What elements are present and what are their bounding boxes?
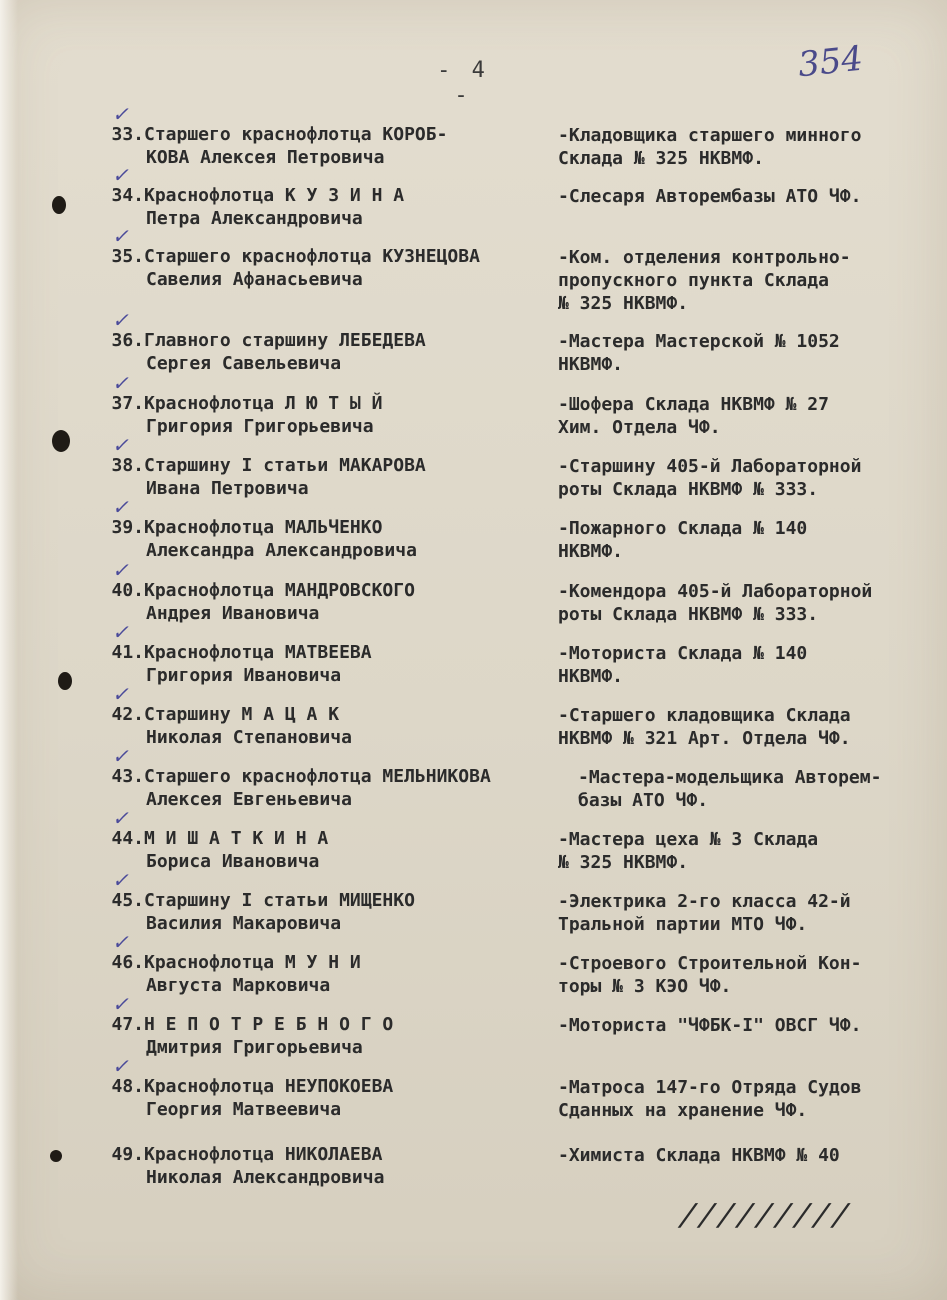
check-mark: ✓: [112, 308, 129, 332]
entry-rank-surname: Старшину М А Ц А К: [144, 704, 340, 725]
check-mark: ✓: [112, 1054, 129, 1078]
check-mark: ✓: [112, 495, 129, 519]
entry-number: 39.: [111, 517, 144, 538]
list-item: [0, 992, 947, 1074]
entry-given-names: Дмитрия Григорьевича: [146, 1037, 363, 1058]
list-item: [0, 1054, 947, 1136]
entry-number: 47.: [111, 1014, 144, 1035]
page-number: - 4 -: [437, 58, 489, 108]
check-mark: ✓: [112, 682, 129, 706]
archive-stamp-number: 354: [796, 38, 865, 86]
check-mark: ✓: [112, 371, 129, 395]
entry-number: 44.: [111, 828, 144, 849]
list-item: [0, 744, 947, 826]
list-item: [0, 224, 947, 314]
entry-number: 43.: [111, 766, 144, 787]
list-item: [0, 371, 947, 453]
entry-given-names: Савелия Афанасьевича: [146, 269, 363, 290]
entry-number: 49.: [111, 1144, 144, 1165]
entry-rank-surname: Краснофлотца НИКОЛАЕВА: [144, 1144, 383, 1165]
list-item: [0, 558, 947, 640]
list-item: [0, 682, 947, 764]
check-mark: ✓: [112, 744, 129, 768]
check-mark: ✓: [112, 992, 129, 1016]
entry-position: -Строевого Строительной Кон- торы № 3 КЭО ЧФ.: [558, 953, 862, 997]
entry-number: 48.: [111, 1076, 144, 1097]
check-mark: ✓: [112, 224, 129, 248]
entry-rank-surname: Главного старшину ЛЕБЕДЕВА: [144, 330, 426, 351]
entry-number: 42.: [111, 704, 144, 725]
entry-rank-surname: М И Ш А Т К И Н А: [144, 828, 329, 849]
entry-rank-surname: Старшего краснофлотца КУЗНЕЦОВА: [144, 246, 480, 267]
entry-given-names: Андрея Ивановича: [146, 603, 320, 624]
entry-number: 35.: [111, 246, 144, 267]
check-mark: ✓: [112, 163, 129, 187]
list-item: [0, 102, 947, 184]
entry-position: -Матроса 147-го Отряда Судов Сданных на хранение ЧФ.: [558, 1077, 862, 1121]
entry-position: -Комендора 405-й Лабораторной роты Склада НКВМФ № 333.: [558, 581, 873, 625]
check-mark: ✓: [112, 102, 129, 126]
list-item: [0, 495, 947, 577]
closing-tally-marks: /////////: [676, 1198, 856, 1233]
entry-given-names: Бориса Ивановича: [146, 851, 320, 872]
entry-position: -Старшину 405-й Лабораторной роты Склада НКВМФ № 333.: [558, 456, 862, 500]
list-item: [0, 1144, 947, 1204]
entry-given-names: Григория Григорьевича: [146, 416, 374, 437]
check-mark: ✓: [112, 558, 129, 582]
check-mark: ✓: [112, 930, 129, 954]
entry-rank-surname: Краснофлотца НЕУПОКОЕВА: [144, 1076, 394, 1097]
entry-given-names: Алексея Евгеньевича: [146, 789, 352, 810]
entry-position: -Мастера Мастерской № 1052 НКВМФ.: [558, 331, 840, 375]
entry-position: -Химиста Склада НКВМФ № 40: [558, 1145, 840, 1166]
list-item: [0, 930, 947, 1012]
list-item: [0, 308, 947, 390]
entry-rank-surname: Краснофлотца МАНДРОВСКОГО: [144, 580, 415, 601]
entry-given-names: Александра Александровича: [146, 540, 417, 561]
entry-given-names: Сергея Савельевича: [146, 353, 342, 374]
entry-given-names: Августа Марковича: [146, 975, 331, 996]
list-item: [0, 806, 947, 888]
entry-position: -Электрика 2-го класса 42-й Тральной партии МТО ЧФ.: [558, 891, 851, 935]
entry-given-names: Петра Александровича: [146, 208, 363, 229]
entry-rank-surname: Краснофлотца МАЛЬЧЕНКО: [144, 517, 383, 538]
entry-position: -Моториста "ЧФБК-I" ОВСГ ЧФ.: [558, 1015, 862, 1036]
entry-number: 40.: [111, 580, 144, 601]
entry-rank-surname: Старшину I статьи МАКАРОВА: [144, 455, 426, 476]
entry-number: 41.: [111, 642, 144, 663]
entry-position: -Ком. отделения контрольно- пропускного пункта Склада № 325 НКВМФ.: [558, 247, 851, 314]
entry-given-names: Василия Макаровича: [146, 913, 342, 934]
check-mark: ✓: [112, 620, 129, 644]
check-mark: ✓: [112, 806, 129, 830]
entry-given-names: Николая Александровича: [146, 1167, 385, 1188]
entry-position: -Пожарного Склада № 140 НКВМФ.: [558, 518, 808, 562]
entry-given-names: Ивана Петровича: [146, 478, 309, 499]
entry-position: -Мастера цеха № 3 Склада № 325 НКВМФ.: [558, 829, 819, 873]
entry-number: 46.: [111, 952, 144, 973]
entry-rank-surname: Краснофлотца МАТВЕЕВА: [144, 642, 372, 663]
entry-position: -Мастера-модельщика Авторем- базы АТО ЧФ.: [578, 767, 882, 811]
entry-rank-surname: Краснофлотца Л Ю Т Ы Й: [144, 393, 383, 414]
entry-position: -Старшего кладовщика Склада НКВМФ № 321 Арт. Отдела ЧФ.: [558, 705, 851, 749]
entry-position: -Слесаря Авторембазы АТО ЧФ.: [558, 186, 862, 207]
entry-rank-surname: Старшего краснофлотца КОРОБ-: [144, 124, 448, 145]
entry-number: 36.: [111, 330, 144, 351]
check-mark: ✓: [112, 433, 129, 457]
entry-position: -Кладовщика старшего минного Склада № 325 НКВМФ.: [558, 125, 862, 169]
entry-rank-surname: Краснофлотца М У Н И: [144, 952, 361, 973]
list-item: [0, 868, 947, 950]
entry-given-names: Георгия Матвеевича: [146, 1099, 342, 1120]
entry-given-names: КОВА Алексея Петровича: [146, 147, 385, 168]
entry-given-names: Григория Ивановича: [146, 665, 342, 686]
check-mark: ✓: [112, 868, 129, 892]
entry-number: 45.: [111, 890, 144, 911]
entry-number: 38.: [111, 455, 144, 476]
entry-rank-surname: Старшего краснофлотца МЕЛЬНИКОВА: [144, 766, 491, 787]
entry-position: -Шофера Склада НКВМФ № 27 Хим. Отдела ЧФ.: [558, 394, 829, 438]
entry-number: 33.: [111, 124, 144, 145]
entry-number: 34.: [111, 185, 144, 206]
entry-rank-surname: Краснофлотца К У З И Н А: [144, 185, 405, 206]
entry-number: 37.: [111, 393, 144, 414]
list-item: [0, 433, 947, 515]
entry-rank-surname: Н Е П О Т Р Е Б Н О Г О: [144, 1014, 394, 1035]
entry-rank-surname: Старшину I статьи МИЩЕНКО: [144, 890, 415, 911]
entry-position: -Моториста Склада № 140 НКВМФ.: [558, 643, 808, 687]
list-item: [0, 620, 947, 702]
list-item: [0, 163, 947, 245]
entry-given-names: Николая Степановича: [146, 727, 352, 748]
